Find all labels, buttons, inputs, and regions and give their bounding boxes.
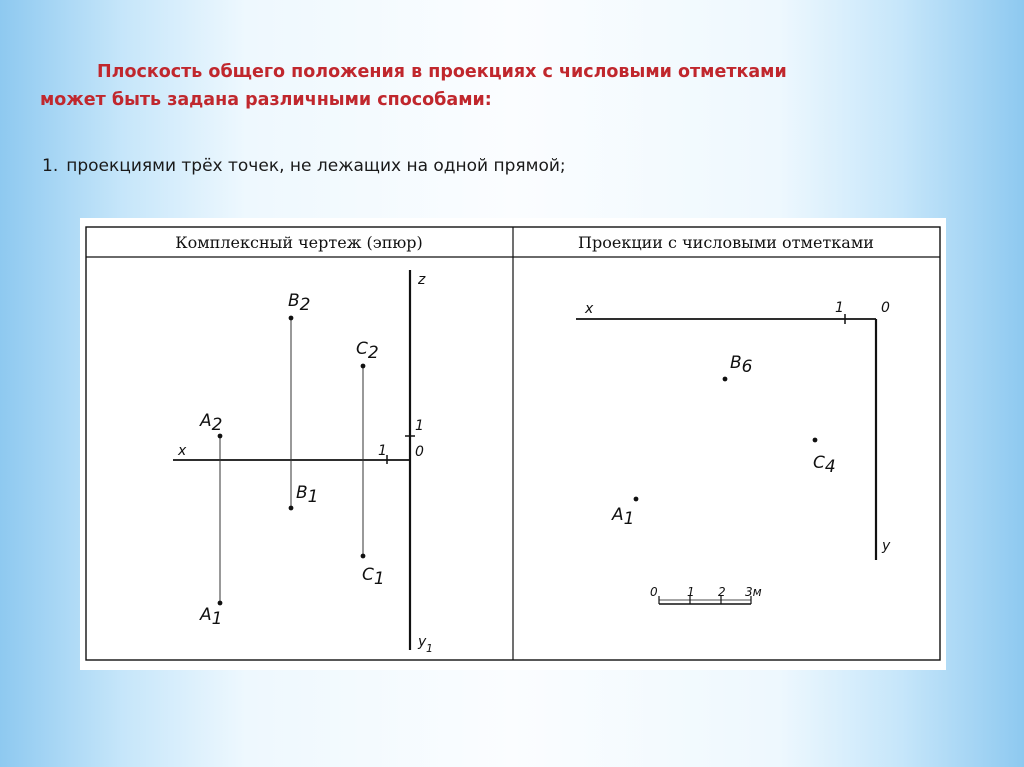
projection-y-label: y [882,538,891,554]
label-c2: C2 [356,339,379,363]
point-c4 [813,438,818,443]
label-a1-numbered: A1 [612,505,635,529]
figure-drawing [80,218,946,670]
epure-origin-label: 0 [415,444,424,460]
epure-y-label: y [418,634,427,650]
numbered-projection-diagram [576,300,891,604]
scale-label-0: 0 [650,585,658,599]
projection-tick-label: 1 [835,300,844,316]
list-item-text: проекциями трёх точек, не лежащих на одной прямой; [66,156,566,176]
point-b2 [289,316,294,321]
label-a1: A1 [200,605,223,629]
scale-bar [650,585,762,604]
label-a2: A2 [200,411,223,435]
epure-z-label: z [418,272,426,288]
label-b6: B6 [730,353,753,377]
point-a1-numbered [634,497,639,502]
scale-label-1: 1 [687,585,695,599]
epure-y-subscript: 1 [426,642,433,655]
label-b1: B1 [296,483,319,507]
scale-label-2: 2 [718,585,726,599]
point-b1 [289,506,294,511]
figure-panel [80,218,946,670]
epure-diagram [173,270,433,655]
epure-z-tick-label: 1 [415,418,424,434]
point-a1 [218,601,223,606]
heading-line-1: Плоскость общего положения в проекциях с числовыми отметками [97,62,787,82]
list-item-number: 1. [42,156,59,176]
label-b2: B2 [288,291,311,315]
point-c2 [361,364,366,369]
point-b6 [723,377,728,382]
left-header: Комплексный чертеж (эпюр) [175,233,423,252]
projection-x-label: x [585,301,594,317]
label-c1: C1 [362,565,385,589]
label-c4: C4 [813,453,836,477]
scale-label-3: 3м [745,585,762,599]
epure-x-tick-label: 1 [378,443,387,459]
epure-x-label: x [178,443,187,459]
point-c1 [361,554,366,559]
right-header: Проекции с числовыми отметками [578,233,874,252]
slide-heading [40,58,990,114]
list-item-1 [42,156,566,176]
heading-line-2: может быть задана различными способами: [40,90,492,110]
projection-origin-label: 0 [881,300,890,316]
